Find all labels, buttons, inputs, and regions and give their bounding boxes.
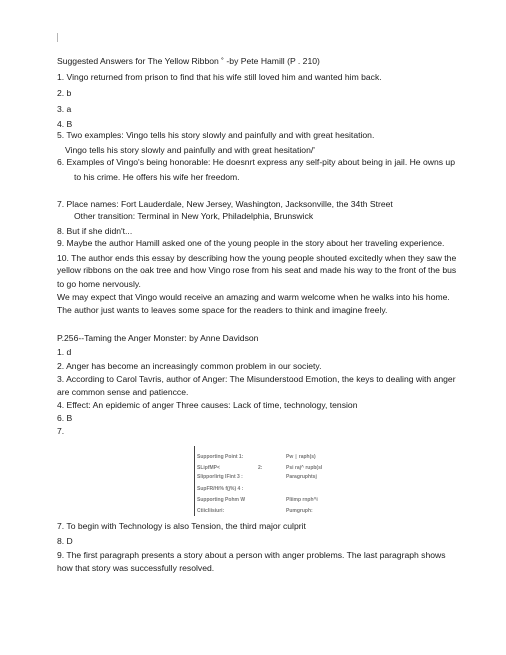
answer-10-cont-4: The author just wants to leaves some space for the readers to think and imagine freely. (57, 305, 388, 315)
answer-1: 1. Vingo returned from prison to find that his wife still loved him and wanted him back. (57, 72, 382, 82)
answer-9-cont: how that story was successfully resolved. (57, 563, 215, 573)
table-cell: Paragruphtsj (286, 474, 317, 480)
table-cell: 2: (258, 465, 263, 471)
section-title: Suggested Answers for The Yellow Ribbon ˚ -by Pete Hamill (P . 210) (57, 56, 320, 66)
cursor-mark (57, 33, 58, 42)
answer-6: 6. Examples of Vingo's being honorable: He doesnrt express any self-pity about being in jail. He owns up (57, 157, 455, 167)
answer-10-cont-2: to go home nervously. (57, 279, 141, 289)
answer-2: 2. Anger has become an increasingly common problem in our society. (57, 361, 322, 371)
table-cell: Supporting Point 1: (197, 454, 244, 460)
table-cell: Pw ▯ raph(s) (286, 454, 316, 460)
answer-2: 2. b (57, 88, 72, 98)
answer-1: 1. d (57, 347, 72, 357)
answer-5-cont: Vingo tells his story slowly and painfully and with great hesitation/' (65, 145, 315, 155)
answer-7b: 7. To begin with Technology is also Tension, the third major culprit (57, 521, 306, 531)
table-divider (194, 446, 195, 516)
table-cell: Pumgruph: (286, 508, 313, 514)
answer-6: 6. B (57, 413, 73, 423)
supporting-points-table (194, 446, 334, 516)
table-cell: Ctiicliisiuri: (197, 508, 225, 514)
answer-3-cont: are common sense and patiencce. (57, 387, 189, 397)
answer-10-cont-1: yellow ribbons on the oak tree and how Vingo rose from his seat and made his way to the front of the bus (57, 265, 457, 275)
table-cell: Pliimp rnph^i (286, 497, 318, 503)
table-cell: Slipporlirtg lFint 3 : (197, 474, 243, 480)
table-cell: Supporting Pohm W (197, 497, 246, 503)
table-cell: SupFR/Hi% f(j%) 4 : (197, 486, 244, 492)
answer-10: 10. The author ends this essay by describing how the young people shouted excitedly when they saw the (57, 253, 457, 263)
answer-4: 4. Effect: An epidemic of anger Three causes: Lack of time, technology, tension (57, 400, 358, 410)
answer-8: 8. But if she didn't... (57, 226, 133, 236)
table-cell: Psi raj^ rupb(sl (286, 465, 323, 471)
answer-8: 8. D (57, 536, 73, 546)
answer-5: 5. Two examples: Vingo tells his story slowly and painfully and with great hesitation. (57, 130, 375, 140)
answer-7: 7. (57, 426, 65, 436)
answer-9: 9. The first paragraph presents a story about a person with anger problems. The last paragraph shows (57, 550, 446, 560)
table-cell: SLipfMP< (197, 465, 220, 471)
answer-6-cont: to his crime. He offers his wife her freedom. (74, 172, 240, 182)
answer-7: 7. Place names: Fort Lauderdale, New Jersey, Washington, Jacksonville, the 34th Street (57, 199, 393, 209)
section-title: P.256--Taming the Anger Monster: by Anne Davidson (57, 333, 259, 343)
answer-7-cont: Other transition: Terminal in New York, Philadelphia, Brunswick (74, 211, 314, 221)
answer-9: 9. Maybe the author Hamill asked one of the young people in the story about her traveling experience. (57, 238, 445, 248)
answer-3: 3. a (57, 104, 72, 114)
answer-10-cont-3: We may expect that Vingo would receive an amazing and warm welcome when he walks into his home. (57, 292, 450, 302)
answer-3: 3. According to Carol Tavris, author of Anger: The Misunderstood Emotion, the keys to dealing with anger (57, 374, 456, 384)
answer-4: 4. B (57, 119, 73, 129)
